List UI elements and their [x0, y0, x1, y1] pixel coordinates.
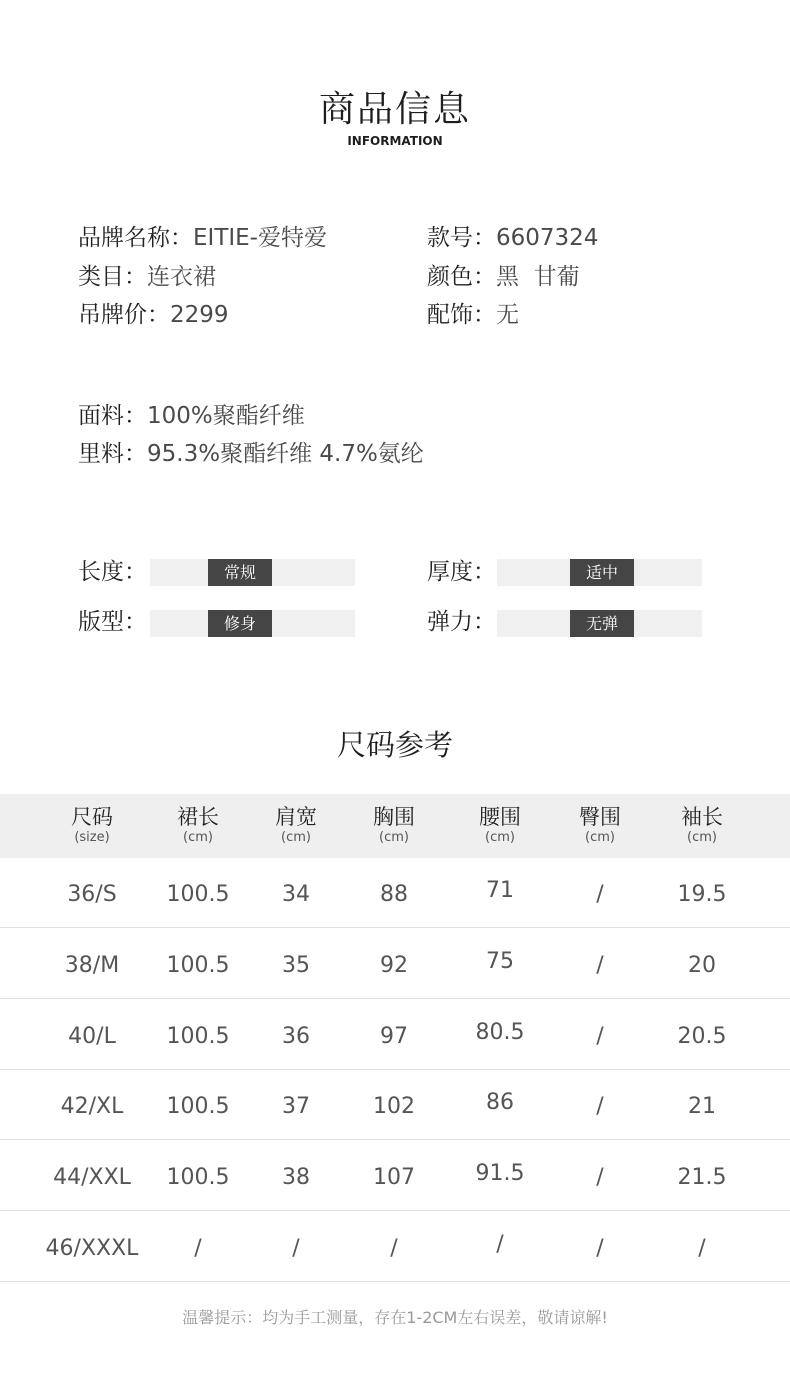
- col-bust-label: 胸围: [373, 805, 415, 829]
- table-cell: 100.5: [166, 1165, 230, 1191]
- row-divider: [0, 1281, 790, 1282]
- table-cell: 91.5: [475, 1161, 525, 1187]
- category-line: [78, 262, 216, 292]
- accessory-label: 配饰：: [427, 302, 496, 328]
- col-shoulder-label: 肩宽: [275, 805, 317, 829]
- fabric-label: 面料：: [78, 403, 147, 429]
- table-row: [0, 1212, 790, 1282]
- table-cell: /: [292, 1236, 300, 1261]
- size-chart-title: 尺码参考: [336, 728, 453, 762]
- col-sleeve-unit: (cm): [687, 830, 717, 845]
- fit-label: 版型：: [78, 609, 147, 635]
- table-cell: /: [698, 1236, 706, 1261]
- style-no-label: 款号：: [427, 225, 496, 251]
- fabric-line: [78, 401, 305, 431]
- col-sleeve: [642, 804, 762, 846]
- fit-value: 修身: [208, 610, 272, 637]
- table-cell: 20: [688, 952, 716, 978]
- table-cell: 20.5: [677, 1023, 727, 1049]
- page-title: 商品信息: [318, 89, 471, 130]
- table-cell: 21.5: [677, 1165, 727, 1191]
- brand-line: [78, 223, 327, 253]
- col-dress-length-unit: (cm): [183, 830, 213, 845]
- style-no-value: 6607324: [496, 225, 599, 251]
- col-waist-label: 腰围: [479, 805, 521, 829]
- col-bust: [334, 804, 454, 846]
- table-cell: 97: [380, 1023, 408, 1049]
- length-scale: [150, 559, 355, 586]
- table-cell: 100.5: [166, 1023, 230, 1049]
- table-cell: 100.5: [166, 952, 230, 978]
- category-value: 连衣裙: [147, 264, 216, 290]
- table-cell: 107: [373, 1165, 415, 1191]
- table-cell: 100.5: [166, 882, 230, 907]
- col-sleeve-label: 袖长: [681, 805, 723, 829]
- fit-scale: [150, 610, 355, 637]
- table-cell: /: [390, 1236, 398, 1261]
- col-shoulder-unit: (cm): [281, 830, 311, 845]
- table-row: [0, 858, 790, 928]
- table-row: [0, 1000, 790, 1070]
- table-cell: 35: [282, 952, 310, 978]
- table-row: [0, 929, 790, 999]
- table-cell: /: [596, 952, 604, 978]
- table-cell: 92: [380, 952, 408, 978]
- tag-price-line: [78, 300, 229, 330]
- table-row: [0, 1070, 790, 1140]
- col-size-label: 尺码: [71, 805, 113, 829]
- category-label: 类目：: [78, 264, 147, 290]
- table-cell: 100.5: [166, 1094, 230, 1120]
- table-cell: 44/XXL: [53, 1165, 131, 1191]
- table-cell: 34: [282, 882, 310, 907]
- table-cell: 71: [486, 878, 514, 903]
- table-cell: 37: [282, 1094, 310, 1120]
- col-dress-length-label: 裙长: [177, 805, 219, 829]
- table-cell: 36/S: [67, 882, 117, 907]
- style-no-line: [427, 223, 598, 253]
- tag-price-label: 吊牌价：: [78, 302, 170, 328]
- table-cell: 36: [282, 1023, 310, 1049]
- table-cell: 21: [688, 1094, 716, 1120]
- fabric-value: 100%聚酯纤维: [147, 403, 305, 429]
- table-cell: 46/XXXL: [45, 1236, 139, 1261]
- table-cell: /: [496, 1232, 504, 1257]
- table-cell: 80.5: [475, 1019, 525, 1045]
- accessory-value: 无: [496, 302, 519, 328]
- tag-price-value: 2299: [170, 302, 229, 328]
- col-size-unit: (size): [74, 830, 110, 845]
- accessory-line: [427, 300, 519, 330]
- lining-line: [78, 439, 424, 469]
- table-cell: 38/M: [64, 952, 120, 978]
- thickness-scale: [497, 559, 702, 586]
- col-hip-unit: (cm): [585, 830, 615, 845]
- thickness-label: 厚度：: [427, 559, 496, 585]
- brand-value: EITIE-爱特爱: [193, 225, 327, 251]
- elasticity-scale: [497, 610, 702, 637]
- table-cell: /: [596, 882, 604, 907]
- color-line: [427, 262, 580, 292]
- table-cell: /: [596, 1165, 604, 1191]
- table-cell: /: [596, 1236, 604, 1261]
- table-cell: 42/XL: [60, 1094, 124, 1120]
- table-cell: 40/L: [68, 1023, 116, 1049]
- table-cell: /: [596, 1094, 604, 1120]
- lining-label: 里料：: [78, 441, 147, 467]
- elasticity-label: 弹力：: [427, 609, 496, 635]
- col-hip-label: 臀围: [579, 805, 621, 829]
- length-value: 常规: [208, 559, 272, 586]
- table-row: [0, 1141, 790, 1211]
- measurement-note: 温馨提示：均为手工测量，存在1-2CM左右误差，敬请谅解!: [182, 1308, 608, 1327]
- brand-label: 品牌名称：: [78, 225, 193, 251]
- table-cell: 86: [486, 1090, 514, 1116]
- col-size: [32, 804, 152, 846]
- page-subtitle: INFORMATION: [347, 134, 443, 148]
- table-cell: 102: [373, 1094, 415, 1120]
- lining-value: 95.3%聚酯纤维 4.7%氨纶: [147, 441, 424, 467]
- elasticity-value: 无弹: [570, 610, 634, 637]
- table-cell: /: [596, 1023, 604, 1049]
- color-label: 颜色：: [427, 264, 496, 290]
- length-label: 长度：: [78, 559, 147, 585]
- table-cell: 38: [282, 1165, 310, 1191]
- table-cell: 88: [380, 882, 408, 907]
- table-cell: 75: [486, 948, 514, 974]
- table-cell: 19.5: [677, 882, 727, 907]
- size-table-header: [0, 794, 790, 858]
- table-cell: /: [194, 1236, 202, 1261]
- col-waist-unit: (cm): [485, 830, 515, 845]
- col-bust-unit: (cm): [379, 830, 409, 845]
- color-value: 黑 甘葡: [496, 264, 580, 290]
- thickness-value: 适中: [570, 559, 634, 586]
